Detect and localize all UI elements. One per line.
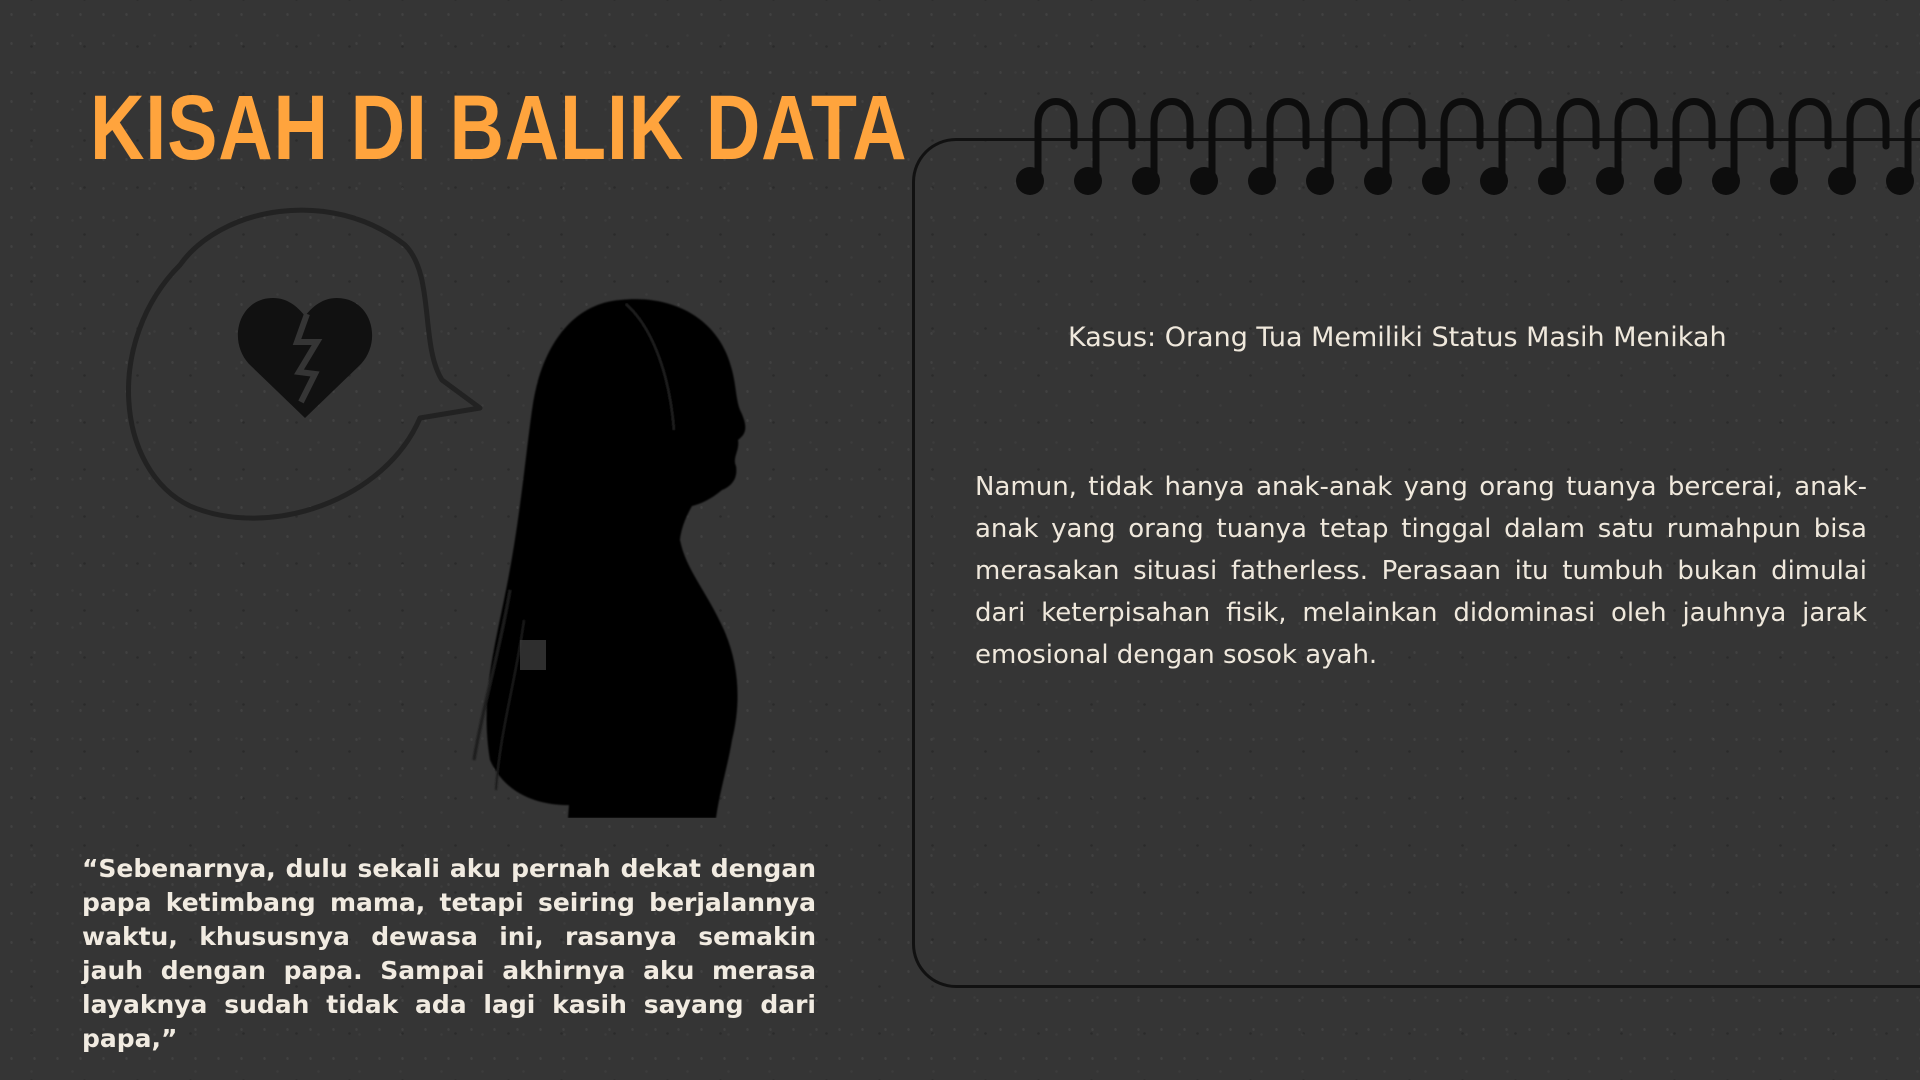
notebook-hole <box>1886 167 1914 195</box>
notebook-ring <box>1618 102 1654 181</box>
notebook-ring <box>1038 102 1074 181</box>
notebook-ring <box>1270 102 1306 181</box>
woman-silhouette-image <box>470 290 790 818</box>
case-heading: Kasus: Orang Tua Memiliki Status Masih Menikah <box>1068 322 1727 353</box>
notebook-hole <box>1132 167 1160 195</box>
notebook-hole <box>1480 167 1508 195</box>
notebook-hole <box>1596 167 1624 195</box>
speech-bubble-icon <box>120 190 490 540</box>
notebook-ring <box>1850 102 1886 181</box>
notebook-hole <box>1364 167 1392 195</box>
notebook-hole <box>1016 167 1044 195</box>
page-title: KISAH DI BALIK DATA <box>90 77 908 179</box>
notebook-hole <box>1538 167 1566 195</box>
notebook-ring <box>1560 102 1596 181</box>
notebook-ring <box>1502 102 1538 181</box>
notebook-ring <box>1908 102 1920 181</box>
notebook-ring <box>1212 102 1248 181</box>
notebook-hole <box>1770 167 1798 195</box>
notebook-ring <box>1792 102 1828 181</box>
notebook-hole <box>1190 167 1218 195</box>
notebook-ring <box>1328 102 1364 181</box>
notebook-ring <box>1444 102 1480 181</box>
notebook-hole <box>1306 167 1334 195</box>
notebook-ring <box>1676 102 1712 181</box>
case-description: Namun, tidak hanya anak-anak yang orang tuanya bercerai, anak-anak yang orang tuanya tetap tinggal dalam satu rumahpun bisa merasakan situasi fatherless. Perasaan itu tumbuh bukan dimulai dari keterpisahan fisik, melainkan didominasi oleh jauhnya jarak emosional dengan sosok ayah. <box>975 472 1867 670</box>
notebook-hole <box>1712 167 1740 195</box>
spiral-binding-icon <box>1010 84 1920 199</box>
notebook-hole <box>1248 167 1276 195</box>
broken-heart-icon <box>235 290 375 420</box>
notebook-ring <box>1154 102 1190 181</box>
notebook-hole <box>1074 167 1102 195</box>
notebook-hole <box>1422 167 1450 195</box>
notebook-hole <box>1828 167 1856 195</box>
notebook-ring <box>1734 102 1770 181</box>
testimony-quote: “Sebenarnya, dulu sekali aku pernah dekat dengan papa ketimbang mama, tetapi seiring berjalannya waktu, khususnya dewasa ini, rasanya semakin jauh dengan papa. Sampai akhirnya aku merasa layaknya sudah tidak ada lagi kasih sayang dari papa,” <box>82 854 816 1053</box>
notebook-ring <box>1386 102 1422 181</box>
notebook-hole <box>1654 167 1682 195</box>
notebook-ring <box>1096 102 1132 181</box>
